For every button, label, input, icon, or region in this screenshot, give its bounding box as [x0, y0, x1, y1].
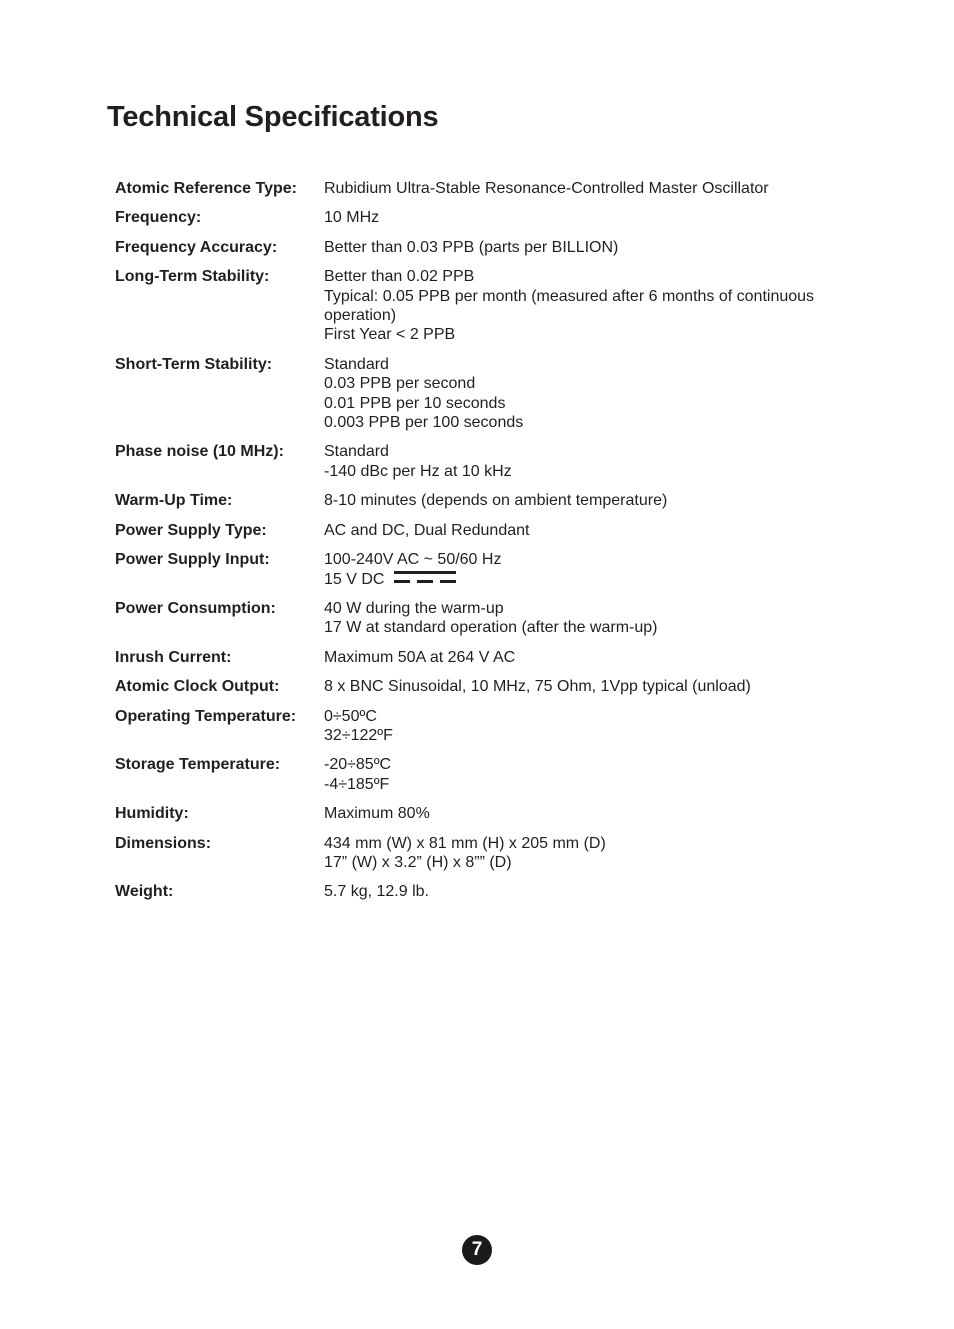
- spec-values: [324, 677, 855, 696]
- spec-values: [324, 804, 855, 823]
- spec-value: Standard: [324, 355, 389, 373]
- spec-row-operating-temperature: [115, 707, 855, 746]
- spec-label: Phase noise (10 MHz):: [115, 443, 284, 461]
- spec-row-storage-temperature: [115, 755, 855, 794]
- spec-values: [324, 521, 855, 540]
- spec-values: [324, 834, 855, 873]
- spec-row-weight: [115, 882, 855, 901]
- spec-label: Power Consumption:: [115, 599, 276, 617]
- spec-label: Frequency:: [115, 209, 202, 227]
- spec-label: Long-Term Stability:: [115, 268, 270, 286]
- spec-value: -4÷185ºF: [324, 775, 390, 793]
- spec-values: [324, 442, 855, 481]
- spec-value-dc-line: [324, 570, 855, 589]
- spec-value: 0.003 PPB per 100 seconds: [324, 414, 524, 432]
- spec-value: -140 dBc per Hz at 10 kHz: [324, 462, 512, 480]
- spec-values: [324, 355, 855, 433]
- spec-row-short-term-stability: [115, 355, 855, 433]
- spec-values: [324, 550, 855, 589]
- spec-value: 0.03 PPB per second: [324, 375, 476, 393]
- spec-values: [324, 648, 855, 667]
- spec-values: [324, 755, 855, 794]
- spec-row-power-supply-input: [115, 550, 855, 589]
- spec-row-atomic-clock-output: [115, 677, 855, 696]
- spec-row-long-term-stability: [115, 267, 855, 345]
- spec-row-humidity: [115, 804, 855, 823]
- spec-value: First Year < 2 PPB: [324, 326, 456, 344]
- spec-label: Short-Term Stability:: [115, 355, 273, 373]
- spec-values: [324, 179, 855, 198]
- spec-label: Warm-Up Time:: [115, 492, 233, 510]
- spec-value: Standard: [324, 443, 389, 461]
- spec-label: Inrush Current:: [115, 648, 232, 666]
- spec-value: Better than 0.03 PPB (parts per BILLION): [324, 238, 619, 256]
- page-title: Technical Specifications: [107, 101, 439, 133]
- spec-label: Operating Temperature:: [115, 707, 297, 725]
- spec-value: 15 V DC: [324, 570, 385, 588]
- spec-row-warm-up-time: [115, 491, 855, 510]
- spec-label: Frequency Accuracy:: [115, 238, 278, 256]
- spec-label: Weight:: [115, 883, 174, 901]
- spec-values: [324, 267, 855, 345]
- spec-value: 8 x BNC Sinusoidal, 10 MHz, 75 Ohm, 1Vpp typical (unload): [324, 678, 751, 696]
- spec-value: 40 W during the warm-up: [324, 599, 504, 617]
- spec-value: 32÷122ºF: [324, 726, 393, 744]
- spec-value: 0.01 PPB per 10 seconds: [324, 394, 506, 412]
- spec-values: [324, 491, 855, 510]
- spec-value: 8-10 minutes (depends on ambient temperature): [324, 492, 668, 510]
- spec-values: [324, 599, 855, 638]
- spec-row-frequency: [115, 208, 855, 227]
- spec-values: [324, 707, 855, 746]
- spec-row-power-consumption: [115, 599, 855, 638]
- spec-value: Rubidium Ultra-Stable Resonance-Controlled Master Oscillator: [324, 180, 769, 197]
- spec-label: Atomic Clock Output:: [115, 678, 280, 696]
- spec-value: 5.7 kg, 12.9 lb.: [324, 883, 429, 901]
- spec-value: 0÷50ºC: [324, 707, 377, 725]
- spec-value: 17” (W) x 3.2” (H) x 8”” (D): [324, 853, 512, 871]
- spec-value: AC and DC, Dual Redundant: [324, 521, 530, 539]
- spec-value: Maximum 50A at 264 V AC: [324, 648, 516, 666]
- spec-table: [115, 179, 855, 912]
- spec-value: Maximum 80%: [324, 805, 430, 823]
- spec-value: Typical: 0.05 PPB per month (measured after 6 months of continuous operation): [324, 287, 815, 325]
- spec-value: 17 W at standard operation (after the warm-up): [324, 619, 658, 637]
- spec-label: Power Supply Type:: [115, 521, 267, 539]
- spec-label: Atomic Reference Type:: [115, 180, 297, 197]
- spec-row-atomic-reference-type: [115, 179, 855, 198]
- spec-label: Storage Temperature:: [115, 756, 281, 774]
- spec-label: Power Supply Input:: [115, 551, 270, 569]
- spec-value: 434 mm (W) x 81 mm (H) x 205 mm (D): [324, 834, 606, 852]
- spec-values: [324, 882, 855, 901]
- spec-row-dimensions: [115, 834, 855, 873]
- spec-row-power-supply-type: [115, 521, 855, 540]
- dc-current-symbol-icon: [394, 569, 456, 585]
- spec-value: -20÷85ºC: [324, 756, 392, 774]
- spec-label: Humidity:: [115, 805, 189, 823]
- spec-value: 10 MHz: [324, 209, 380, 227]
- spec-row-frequency-accuracy: [115, 238, 855, 257]
- page-number: 7: [462, 1235, 492, 1265]
- spec-value: 100-240V AC ~ 50/60 Hz: [324, 551, 502, 569]
- spec-values: [324, 208, 855, 227]
- spec-row-phase-noise: [115, 442, 855, 481]
- spec-row-inrush-current: [115, 648, 855, 667]
- spec-values: [324, 238, 855, 257]
- spec-value: Better than 0.02 PPB: [324, 268, 475, 286]
- spec-label: Dimensions:: [115, 834, 212, 852]
